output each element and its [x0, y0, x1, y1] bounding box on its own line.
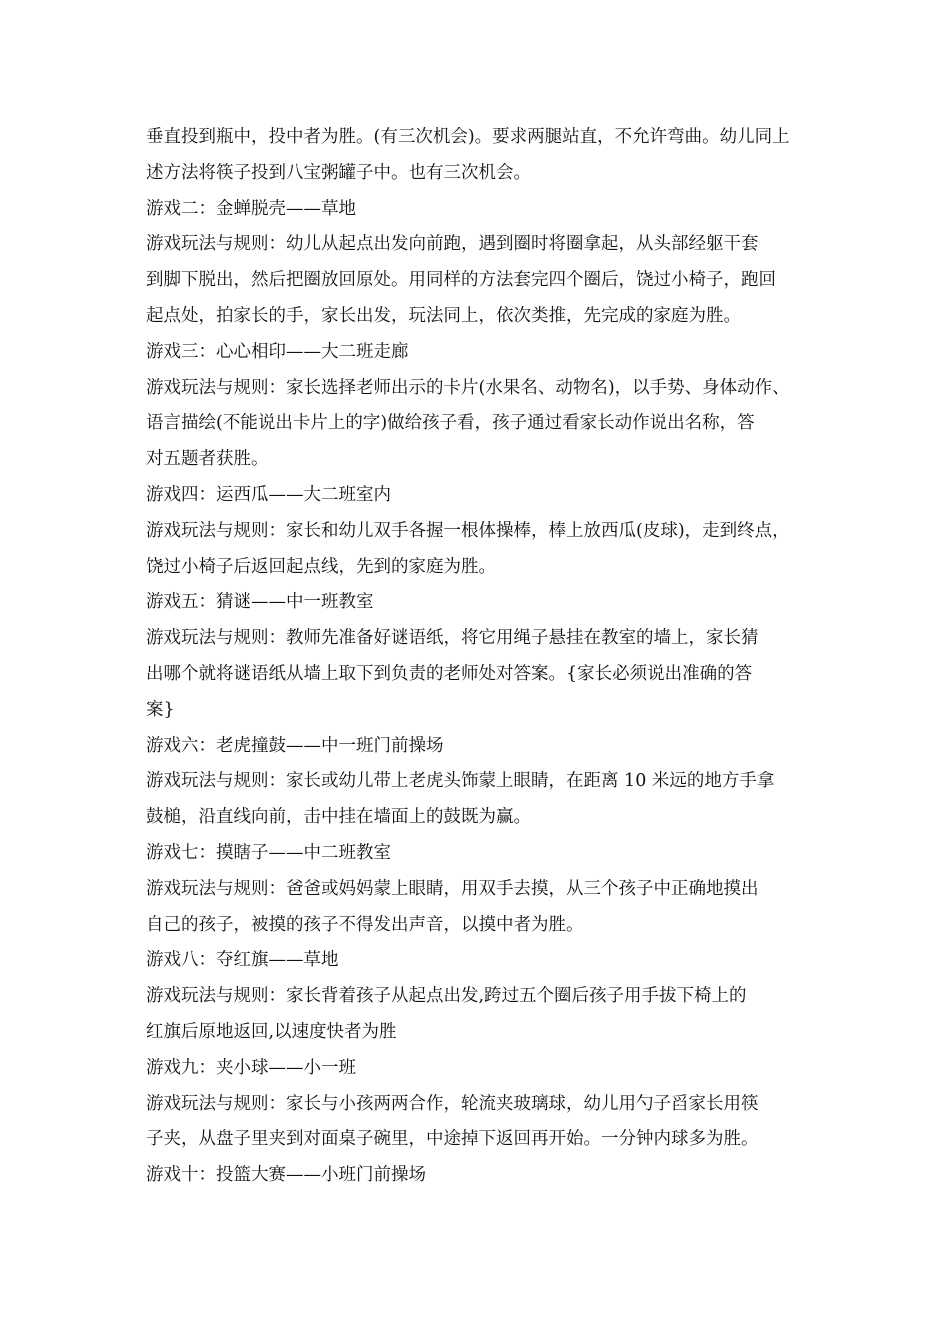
game-heading: 游戏九：夹小球——小一班 — [146, 1057, 356, 1078]
game-heading: 游戏二：金蝉脱壳——草地 — [146, 198, 356, 219]
text-line: 游戏玩法与规则：幼儿从起点出发向前跑，遇到圈时将圈拿起，从头部经躯干套 — [146, 234, 759, 255]
text-line: 游戏玩法与规则：家长背着孩子从起点出发,跨过五个圈后孩子用手拔下椅上的 — [146, 986, 747, 1007]
game-heading: 游戏八：夺红旗——草地 — [146, 950, 339, 971]
game-heading: 游戏十：投篮大赛——小班门前操场 — [146, 1165, 426, 1186]
text-line: 案} — [146, 699, 175, 720]
game-heading: 游戏三：心心相印——大二班走廊 — [146, 341, 409, 362]
text-line: 自己的孩子，被摸的孩子不得发出声音，以摸中者为胜。 — [146, 914, 584, 935]
game-heading: 游戏五：猜谜——中一班教室 — [146, 592, 374, 613]
text-line: 游戏玩法与规则：家长和幼儿双手各握一根体操棒，棒上放西瓜(皮球)，走到终点， — [146, 520, 790, 541]
text-line: 出哪个就将谜语纸从墙上取下到负责的老师处对答案。{家长必须说出准确的答 — [146, 663, 753, 684]
game-heading: 游戏四：运西瓜——大二班室内 — [146, 484, 391, 505]
text-line: 游戏玩法与规则：家长与小孩两两合作，轮流夹玻璃球，幼儿用勺子舀家长用筷 — [146, 1093, 759, 1114]
document-body — [146, 120, 816, 1194]
text-line: 鼓槌，沿直线向前，击中挂在墙面上的鼓既为赢。 — [146, 807, 531, 828]
text-line: 游戏玩法与规则：家长选择老师出示的卡片(水果名、动物名)，以手势、身体动作、 — [146, 377, 790, 398]
text-line: 红旗后原地返回,以速度快者为胜 — [146, 1021, 397, 1042]
text-line: 述方法将筷子投到八宝粥罐子中。也有三次机会。 — [146, 162, 531, 183]
text-line: 游戏玩法与规则：家长或幼儿带上老虎头饰蒙上眼睛，在距离 10 米远的地方手拿 — [146, 771, 775, 792]
text-line: 饶过小椅子后返回起点线，先到的家庭为胜。 — [146, 556, 496, 577]
text-line: 垂直投到瓶中，投中者为胜。(有三次机会)。要求两腿站直，不允许弯曲。幼儿同上 — [146, 127, 790, 147]
text-line: 起点处，拍家长的手，家长出发，玩法同上，依次类推，先完成的家庭为胜。 — [146, 305, 741, 326]
text-line: 游戏玩法与规则：教师先准备好谜语纸，将它用绳子悬挂在教室的墙上，家长猜 — [146, 628, 759, 649]
text-line: 到脚下脱出，然后把圈放回原处。用同样的方法套完四个圈后，饶过小椅子，跑回 — [146, 270, 776, 291]
text-line: 游戏玩法与规则：爸爸或妈妈蒙上眼睛，用双手去摸，从三个孩子中正确地摸出 — [146, 878, 759, 899]
game-heading: 游戏七：摸瞎子——中二班教室 — [146, 842, 391, 863]
text-line: 对五题者获胜。 — [146, 449, 269, 470]
text-line: 语言描绘(不能说出卡片上的字)做给孩子看，孩子通过看家长动作说出名称，答 — [146, 413, 755, 434]
game-heading: 游戏六：老虎撞鼓——中一班门前操场 — [146, 735, 444, 756]
text-line: 子夹，从盘子里夹到对面桌子碗里，中途掉下返回再开始。一分钟内球多为胜。 — [146, 1129, 759, 1150]
